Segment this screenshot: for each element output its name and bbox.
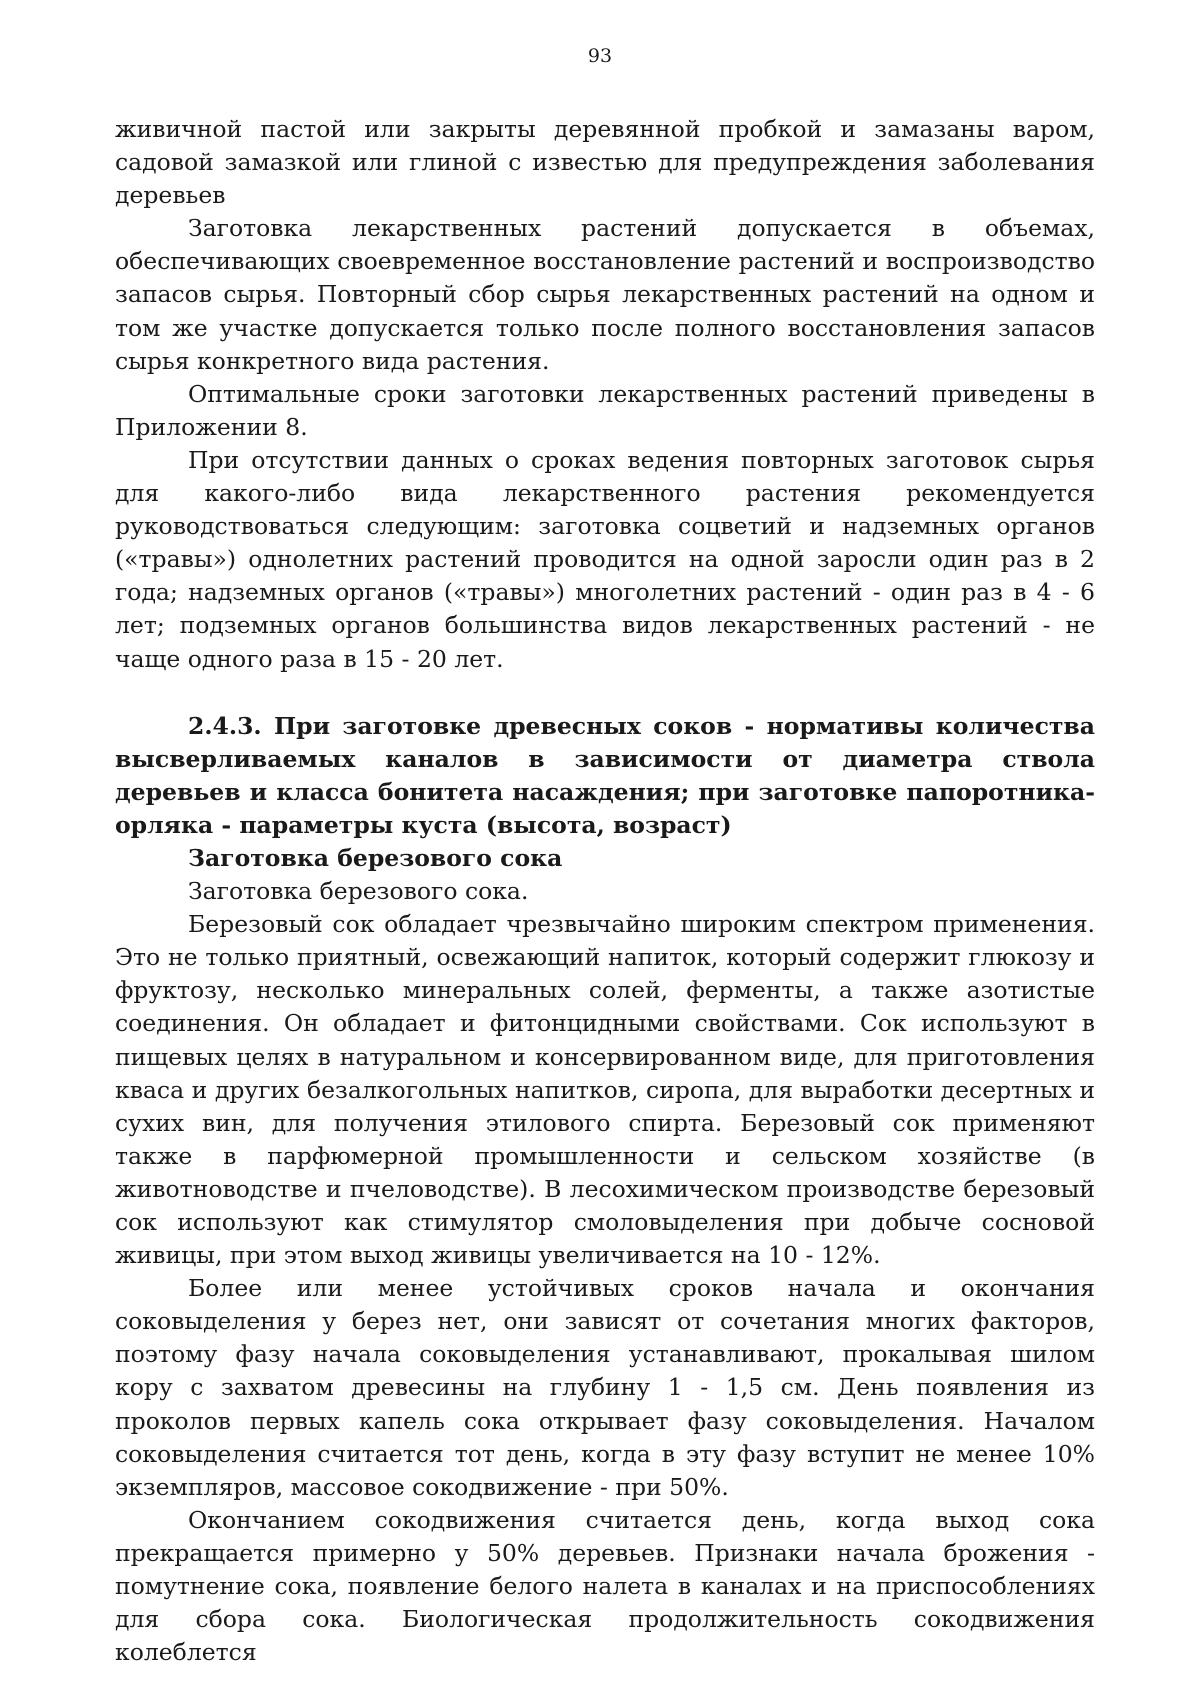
paragraph-harvest-volume: Заготовка лекарственных растений допускается в объемах, обеспечивающих своевременное восстановление растений и воспроизводство запасов сырья. Повторный сбор сырья лекарственных растений на одном и том же участке допускается только после полного восстановления запасов сырья конкретного вида растения.: [115, 214, 1095, 375]
page-number: 93: [587, 45, 613, 67]
section-heading: 2.4.3. При заготовке древесных соков - нормативы количества высверливаемых каналов в зависимости от диаметра ствола деревьев и класса бонитета насаждения; при заготовке папоротника-орляка - параметры куста (высота, возраст): [115, 711, 1095, 839]
paragraph-sap-flow-end: Окончанием сокодвижения считается день, когда выход сока прекращается примерно у 50% деревьев. Признаки начала брожения - помутнение сока, появление белого налета в каналах и на приспособлениях для сбора сока. Биологическая продолжительность сокодвижения колеблется: [115, 1505, 1095, 1667]
paragraph-optimal-terms: Оптимальные сроки заготовки лекарственных растений приведены в Приложении 8.: [115, 379, 1095, 441]
paragraph-birch-sap-uses: Березовый сок обладает чрезвычайно широким спектром применения. Это не только приятный, освежающий напиток, который содержит глюкозу и фруктозу, несколько минеральных солей, ферменты, а также азотистые соединения. Он обладает и фитонцидными свойствами. Сок используют в пищевых целях в натуральном и консервированном виде, для приготовления кваса и других безалкогольных напитков, сиропа, для выработки десертных и сухих вин, для получения этилового спирта. Березовый сок применяют также в парфюмерной промышленности и сельском хозяйстве (в животноводстве и пчеловодстве). В лесохимическом производстве березовый сок используют как стимулятор смоловыделения при добыче сосновой живицы, при этом выход живицы увеличивается на 10 - 12%.: [115, 910, 1095, 1270]
subsection-heading: Заготовка березового сока: [188, 843, 563, 872]
paragraph-sap-flow-start: Более или менее устойчивых сроков начала и окончания соковыделения у берез нет, они зависят от сочетания многих факторов, поэтому фазу начала соковыделения устанавливают, прокалывая шилом кору с захватом древесины на глубину 1 - 1,5 см. День появления из проколов первых капель сока открывает фазу соковыделения. Началом соковыделения считается тот день, когда в эту фазу вступит не менее 10% экземпляров, массовое сокодвижение - при 50%.: [115, 1274, 1095, 1501]
paragraph-continuation: живичной пастой или закрыты деревянной пробкой и замазаны варом, садовой замазкой или глиной с известью для предупреждения заболевания деревьев: [115, 115, 1095, 210]
paragraph-repeat-harvest: При отсутствии данных о сроках ведения повторных заготовок сырья для какого-либо вида лекарственного растения рекомендуется руководствоваться следующим: заготовка соцветий и надземных органов («травы») однолетних растений проводится на одной заросли один раз в 2 года; надземных органов («травы») многолетних растений - один раз в 4 - 6 лет; подземных органов большинства видов лекарственных растений - не чаще одного раза в 15 - 20 лет.: [115, 445, 1095, 673]
document-body: [115, 113, 1095, 1669]
paragraph-birch-sap-title: Заготовка березового сока.: [188, 877, 529, 906]
